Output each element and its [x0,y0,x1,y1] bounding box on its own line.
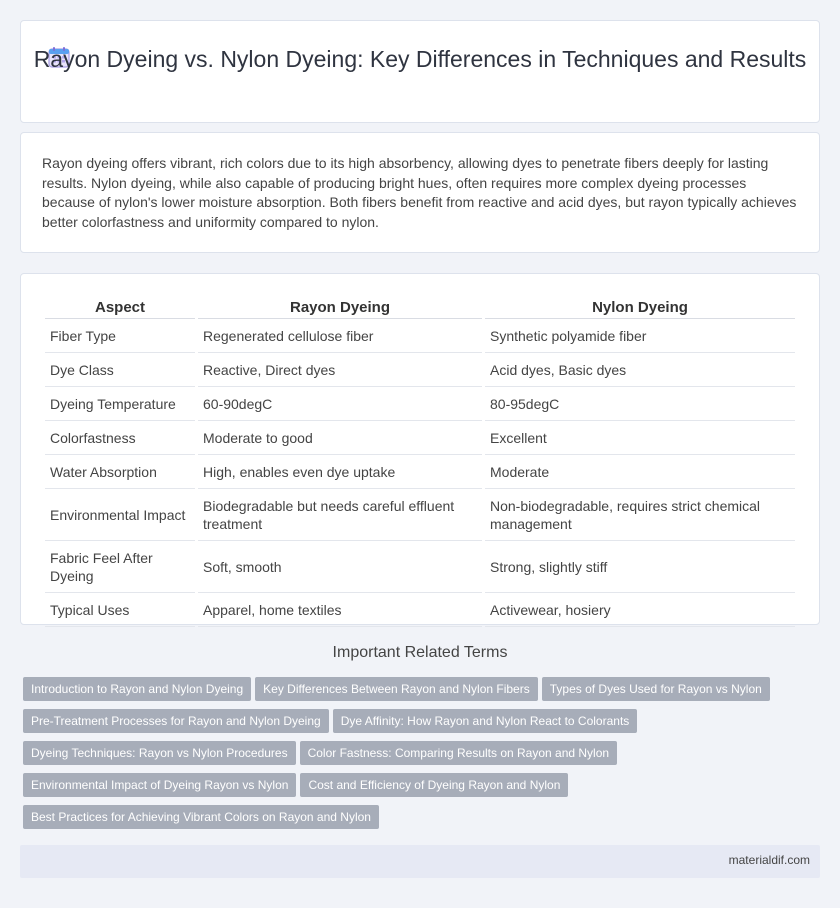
title-card [20,20,820,123]
related-term-tag[interactable]: Dyeing Techniques: Rayon vs Nylon Procedures [23,741,296,765]
row-rayon: Apparel, home textiles [198,593,482,627]
row-rayon: Regenerated cellulose fiber [198,319,482,353]
related-term-tag[interactable]: Pre-Treatment Processes for Rayon and Nylon Dyeing [23,709,329,733]
table-row [45,319,795,353]
related-term-tag[interactable]: Best Practices for Achieving Vibrant Colors on Rayon and Nylon [23,805,379,829]
table-row [45,353,795,387]
page-title: Rayon Dyeing vs. Nylon Dyeing: Key Differences in Techniques and Results [33,46,807,72]
header-nylon: Nylon Dyeing [485,295,795,319]
row-nylon: 80-95degC [485,387,795,421]
row-aspect: Dye Class [45,353,195,387]
header-aspect: Aspect [45,295,195,319]
row-rayon: Soft, smooth [198,541,482,593]
row-nylon: Excellent [485,421,795,455]
row-nylon: Activewear, hosiery [485,593,795,627]
row-nylon: Non-biodegradable, requires strict chemical management [485,489,795,541]
table-row [45,455,795,489]
row-aspect: Fiber Type [45,319,195,353]
related-term-tag[interactable]: Cost and Efficiency of Dyeing Rayon and Nylon [300,773,568,797]
row-rayon: High, enables even dye uptake [198,455,482,489]
intro-paragraph: Rayon dyeing offers vibrant, rich colors due to its high absorbency, allowing dyes to penetrate fibers deeply for lasting results. Nylon dyeing, while also capable of producing bright hues, often requires more complex dyeing processes because of nylon's lower moisture absorption. Both fibers benefit from reactive and acid dyes, but rayon typically achieves better colorfastness and uniformity compared to nylon. [42,155,797,230]
related-terms-list [23,677,813,837]
related-term-tag[interactable]: Environmental Impact of Dyeing Rayon vs Nylon [23,773,296,797]
row-nylon: Synthetic polyamide fiber [485,319,795,353]
related-term-tag[interactable]: Types of Dyes Used for Rayon vs Nylon [542,677,770,701]
header-rayon: Rayon Dyeing [198,295,482,319]
row-aspect: Water Absorption [45,455,195,489]
table-row [45,489,795,541]
row-aspect: Environmental Impact [45,489,195,541]
table-row [45,421,795,455]
row-aspect: Typical Uses [45,593,195,627]
row-nylon: Acid dyes, Basic dyes [485,353,795,387]
row-nylon: Strong, slightly stiff [485,541,795,593]
related-term-tag[interactable]: Introduction to Rayon and Nylon Dyeing [23,677,251,701]
comparison-card [20,273,820,625]
intro-card [20,132,820,253]
footer-site-link[interactable]: materialdif.com [728,853,810,867]
table-row [45,387,795,421]
row-rayon: Biodegradable but needs careful effluent treatment [198,489,482,541]
comparison-table [42,295,798,627]
table-header-row [45,295,795,319]
related-term-tag[interactable]: Dye Affinity: How Rayon and Nylon React to Colorants [333,709,638,733]
footer [20,845,820,878]
table-row [45,593,795,627]
row-rayon: Moderate to good [198,421,482,455]
table-row [45,541,795,593]
row-aspect: Fabric Feel After Dyeing [45,541,195,593]
row-nylon: Moderate [485,455,795,489]
row-aspect: Colorfastness [45,421,195,455]
related-term-tag[interactable]: Key Differences Between Rayon and Nylon Fibers [255,677,538,701]
related-term-tag[interactable]: Color Fastness: Comparing Results on Rayon and Nylon [300,741,617,765]
row-aspect: Dyeing Temperature [45,387,195,421]
row-rayon: 60-90degC [198,387,482,421]
related-terms-heading: Important Related Terms [332,644,508,661]
row-rayon: Reactive, Direct dyes [198,353,482,387]
